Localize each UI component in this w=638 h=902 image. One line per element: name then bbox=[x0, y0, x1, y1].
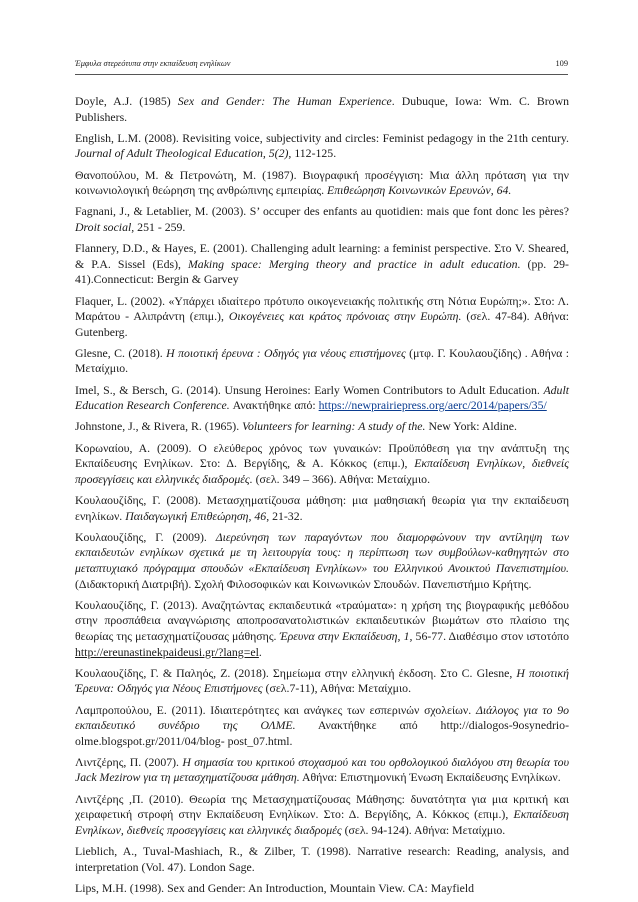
reference-entry bbox=[75, 346, 569, 377]
reference-entry bbox=[75, 441, 569, 488]
reference-text: Κουλαουζίδης, Γ. & Παληός, Ζ. (2018). Σημείωμα στην ελληνική έκδοση. Στο C. Glesne, bbox=[75, 665, 517, 680]
reference-text: Λιντζέρης ,Π. (2010). Θεωρία της Μετασχηματίζουσας Μάθησης: δυνατότητα για μια κριτική και χειραφετική στροφή στην Εκπαίδευση Ενηλίκων. Στο: Δ. Βεργίδης, Α. Κόκκος (επιμ.), bbox=[75, 791, 569, 822]
reference-entry bbox=[75, 881, 569, 897]
reference-text: (pp. 29-41).Connecticut: Bergin & Garvey bbox=[75, 256, 569, 287]
reference-title-italic: Η ποιοτική Έρευνα: Οδηγός για Νέους Επιστήμονες bbox=[75, 665, 569, 696]
reference-title-italic: Διερεύνηση των παραγόντων που διαμορφώνουν την αντίληψη των εκπαιδευτών ενηλίκων σχετικά με τη λειτουργία τους: η περίπτωση των συμβούλων-καθηγητών στο μεταπτυχιακό πρόγραμμα σπουδών «Εκπαίδευση Ενηλίκων» του Ελληνικού Ανοικτού Πανεπιστημίου. bbox=[75, 529, 569, 575]
reference-text: (σελ.7-11), Αθήνα: Μεταίχμιο. bbox=[262, 681, 412, 696]
reference-text: Λιντζέρης, Π. (2007). bbox=[75, 754, 183, 769]
reference-title-italic: Η ποιοτική έρευνα : Οδηγός για νέους επιστήμονες bbox=[166, 345, 406, 360]
reference-entry bbox=[75, 131, 569, 162]
reference-text: Johnstone, J., & Rivera, R. (1965). bbox=[75, 419, 243, 434]
reference-text: . bbox=[258, 644, 262, 659]
reference-text: Αθήνα: Επιστημονική Ένωση Εκπαίδευσης Ενηλίκων. bbox=[299, 770, 561, 785]
reference-text: 56-77. Διαθέσιμο στον ιστοτόπο bbox=[412, 628, 570, 643]
reference-text: 251 - 259. bbox=[134, 219, 186, 234]
reference-title-italic: Έρευνα στην Εκπαίδευση, 1, bbox=[279, 628, 413, 643]
reference-text: Lieblich, A., Tuval-Mashiach, R., & Zilber, T. (1998). Narrative research: Reading, analysis, and interpretation (Vol. 47). London Sage. bbox=[75, 844, 569, 874]
reference-text: Κουλαουζίδης, Γ. (2013). Αναζητώντας εκπαιδευτικά «τραύματα»: η χρήση της βιογραφικής μεθόδου στην προσπάθεια αναγνώρισης αποπροσανατολιστικών εκπαιδευτικών βιωμάτων στο πλαίσιο της θεωρίας της μετασχηματίζουσας μάθησης. bbox=[75, 597, 569, 643]
running-header bbox=[75, 58, 568, 75]
reference-text: Flaquer, L. (2002). «Υπάρχει ιδιαίτερο πρότυπο οικογενειακής πολιτικής στη Νότια Ευρώπη;». Στο: Λ. Μαράτου - Αλιπράντη (επιμ.), bbox=[75, 293, 569, 324]
reference-text: Κορωναίου, Α. (2009). Ο ελεύθερος χρόνος των γυναικών: Προϋπόθεση για την ανάπτυξη της Εκπαίδευσης Ενηλίκων. Στο: Δ. Βεργίδης, & Α. Κόκκος (επιμ.), bbox=[75, 440, 569, 471]
reference-title-italic: Droit social, bbox=[75, 219, 135, 234]
reference-text: (μτφ. Γ. Κουλαουζίδης) . Αθήνα : Μεταίχμιο. bbox=[75, 345, 570, 376]
reference-text: (Διδακτορική Διατριβή). Σχολή Φιλοσοφικών και Κοινωνικών Σπουδών. Πανεπιστήμιο Κρήτης. bbox=[75, 576, 532, 591]
reference-title-italic: Sex and Gender: The Human Experience bbox=[177, 94, 392, 108]
reference-title-italic: Διάλογος για το 9ο εκπαιδευτικό συνέδριο της ΟΛΜΕ. bbox=[75, 702, 569, 733]
reference-text: Imel, S., & Bersch, G. (2014). Unsung Heroines: Early Women Contributors to Adult Education. bbox=[75, 382, 544, 397]
reference-text: Ανακτήθηκε από http://dialogos-9osynedrio-olme.blogspot.gr/2011/04/blog- post_07.html. bbox=[75, 718, 569, 748]
reference-entry bbox=[75, 241, 569, 288]
reference-text: English, L.M. (2008). Revisiting voice, subjectivity and circles: Feminist pedagogy in the 21th century. bbox=[75, 130, 569, 145]
reference-text: , 21-32. bbox=[266, 508, 303, 523]
reference-title-italic: Εκπαίδευση Ενηλίκων, διεθνείς προσεγγίσεις και ελληνικές διαδρομές. bbox=[75, 456, 569, 486]
reference-text: Lips, M.H. (1998). Sex and Gender: An Introduction, Mountain View. CA: Mayfield bbox=[75, 880, 475, 895]
reference-title-italic: Η σημασία του κριτικού στοχασμού και του ορθολογικού διαλόγου στη θεωρία του Jack Mezirow για τη μετασχηματίζουσα μάθηση. bbox=[75, 754, 569, 785]
reference-text: . Dubuque, Iowa: Wm. C. Brown Publishers. bbox=[75, 94, 569, 124]
reference-text: Fagnani, J., & Letablier, M. (2003). S’ occuper des enfants au quotidien: mais que font donc les pères? bbox=[75, 204, 569, 219]
reference-text: New York: Aldine. bbox=[425, 419, 517, 434]
reference-text: Ανακτήθηκε από: bbox=[229, 398, 319, 413]
reference-entry bbox=[75, 792, 569, 839]
reference-title-italic: Adult Education Research Conference. bbox=[75, 382, 569, 413]
reference-entry bbox=[75, 294, 569, 341]
reference-text: Κουλαουζίδης, Γ. (2009). bbox=[75, 529, 216, 544]
reference-link[interactable]: https://newprairiepress.org/aerc/2014/papers/35/ bbox=[318, 398, 547, 413]
reference-title-italic: Παιδαγωγική Επιθεώρηση, 46 bbox=[125, 508, 267, 523]
reference-text: (σελ. 47-84). Αθήνα: Gutenberg. bbox=[75, 309, 570, 339]
reference-entry bbox=[75, 493, 569, 524]
reference-title-italic: Journal of Adult Theological Education, 5(2), bbox=[75, 146, 292, 161]
reference-text: (σελ. 94-124). Αθήνα: Μεταίχμιο. bbox=[341, 822, 506, 837]
reference-entry bbox=[75, 598, 569, 660]
reference-entry bbox=[75, 204, 569, 235]
reference-entry bbox=[75, 94, 569, 125]
reference-entry bbox=[75, 530, 569, 592]
reference-text: (σελ. 349 – 366). Αθήνα: Μεταίχμιο. bbox=[252, 471, 431, 486]
reference-title-italic: Εκπαίδευση Ενηλίκων, διεθνείς προσεγγίσεις και ελληνικές διαδρομές bbox=[75, 807, 569, 837]
reference-entry bbox=[75, 666, 569, 697]
reference-entry bbox=[75, 755, 569, 786]
reference-entry bbox=[75, 703, 569, 750]
reference-text: Θανοπούλου, Μ. & Πετρονώτη, Μ. (1987). Βιογραφική προσέγγιση: Μια άλλη πρόταση για την κοινωνιολογική θεώρηση της ανθρώπινης εμπειρίας. bbox=[75, 167, 569, 198]
reference-entry bbox=[75, 419, 569, 435]
reference-url[interactable]: http://ereunastinekpaideusi.gr/?lang=el bbox=[75, 644, 259, 659]
reference-title-italic: Making space: Merging theory and practice in adult education. bbox=[187, 256, 521, 271]
reference-text: Glesne, C. (2018). bbox=[75, 345, 167, 360]
reference-title-italic: Οικογένειες και κράτος πρόνοιας στην Ευρώπη. bbox=[228, 309, 462, 324]
page-number: 109 bbox=[555, 59, 568, 68]
reference-entry bbox=[75, 168, 569, 199]
reference-title-italic: Επιθεώρηση Κοινωνικών Ερευνών, 64. bbox=[327, 183, 512, 198]
reference-text: Λαμπροπούλου, Ε. (2011). Ιδιαιτερότητες και ανάγκες των εσπερινών σχολείων. bbox=[75, 702, 476, 717]
reference-entry bbox=[75, 844, 569, 875]
reference-text: Doyle, A.J. (1985) bbox=[75, 94, 178, 108]
reference-entry bbox=[75, 383, 569, 414]
reference-title-italic: Volunteers for learning: A study of the. bbox=[242, 419, 426, 434]
reference-text: 112-125. bbox=[291, 146, 337, 161]
running-header-title: Έμφυλα στερεότυπα στην εκπαίδευση ενηλίκων bbox=[75, 59, 231, 68]
reference-text: Flannery, D.D., & Hayes, E. (2001). Challenging adult learning: a feminist perspective. Στο V. Sheared, & P.A. Sissel (Eds), bbox=[75, 241, 569, 271]
reference-list bbox=[75, 94, 569, 902]
reference-text: Κουλαουζίδης, Γ. (2008). Μετασχηματίζουσα μάθηση: μια μαθησιακή θεωρία για την εκπαίδευση ενηλίκων. bbox=[75, 493, 569, 523]
